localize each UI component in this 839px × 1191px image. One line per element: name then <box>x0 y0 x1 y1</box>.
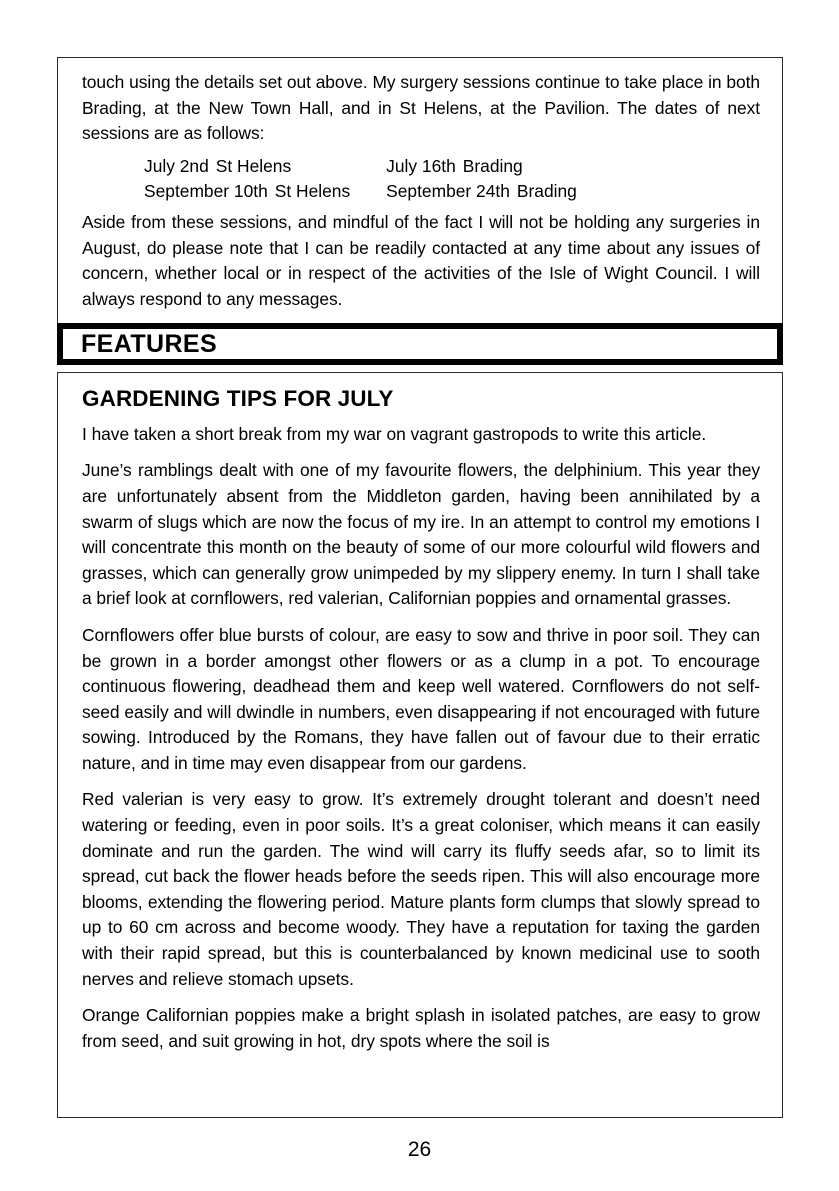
article-paragraph: Cornflowers offer blue bursts of colour, are easy to sow and thrive in poor soil. They can be grown in a border amongst other flowers or as a clump in a pot. To encourage continuous flowering, deadhead them and keep well watered. Cornflowers do not self-seed easily and will dwindle in numbers, even disappearing if not encouraged with future sowing. Introduced by the Romans, they have fallen out of favour due to their erratic nature, and in time may even disappear from our gardens. <box>82 624 760 773</box>
session-left-cell <box>82 179 366 205</box>
session-place: St Helens <box>274 181 351 202</box>
article-box <box>57 372 783 1118</box>
session-right-cell <box>366 154 577 180</box>
session-place: Brading <box>516 181 577 202</box>
session-dates-table <box>82 154 577 205</box>
session-place: St Helens <box>215 155 292 176</box>
session-date: July 16th <box>386 155 456 176</box>
article-title: GARDENING TIPS FOR JULY <box>82 386 394 411</box>
session-date: July 2nd <box>144 155 209 176</box>
surgery-closing-paragraph: Aside from these sessions, and mindful of the fact I will not be holding any surgeries in August, do please note that I can be readily contacted at any time about any issues of concern, whether local or in respect of the activities of the Isle of Wight Council. I will always respond to any messages. <box>82 211 760 309</box>
article-paragraph: Orange Californian poppies make a bright splash in isolated patches, are easy to grow from seed, and suit growing in hot, dry spots where the soil is <box>82 1005 760 1051</box>
session-place: Brading <box>462 155 523 176</box>
table-row <box>82 179 577 205</box>
surgery-intro-paragraph: touch using the details set out above. My surgery sessions continue to take place in both Brading, at the New Town Hall, and in St Helens, at the Pavilion. The dates of next sessions are as follows: <box>82 72 760 144</box>
session-left-cell <box>82 154 366 180</box>
features-section-banner <box>57 323 783 365</box>
article-paragraph: I have taken a short break from my war on vagrant gastropods to write this article. <box>82 423 707 444</box>
table-row <box>82 154 577 180</box>
session-date: September 24th <box>386 181 510 202</box>
page-number: 26 <box>407 1138 432 1161</box>
session-right-cell <box>366 179 577 205</box>
article-paragraph: June’s ramblings dealt with one of my favourite flowers, the delphinium. This year they are unfortunately absent from the Middleton garden, having been annihilated by a swarm of slugs which are now the focus of my ire. In an attempt to control my emotions I will concentrate this month on the beauty of some of our more colourful wild flowers and grasses, which can generally grow unimpeded by my slippery enemy. In turn I shall take a brief look at cornflowers, red valerian, Californian poppies and ornamental grasses. <box>82 460 760 609</box>
features-banner-inner <box>62 328 778 360</box>
features-heading: FEATURES <box>81 329 218 358</box>
surgery-notice-box <box>57 57 783 327</box>
session-date: September 10th <box>144 181 268 202</box>
article-paragraph: Red valerian is very easy to grow. It’s extremely drought tolerant and doesn’t need watering or feeding, even in poor soils. It’s a great coloniser, which means it can easily dominate and run the garden. The wind will carry its fluffy seeds afar, so to limit its spread, cut back the flower heads before the seeds ripen. This will also encourage more blooms, extending the flowering period. Mature plants form clumps that slowly spread to up to 60 cm across and become woody. They have a reputation for taxing the garden with their rapid spread, but this is counterbalanced by known medicinal use to sooth nerves and relieve stomach upsets. <box>82 789 760 989</box>
